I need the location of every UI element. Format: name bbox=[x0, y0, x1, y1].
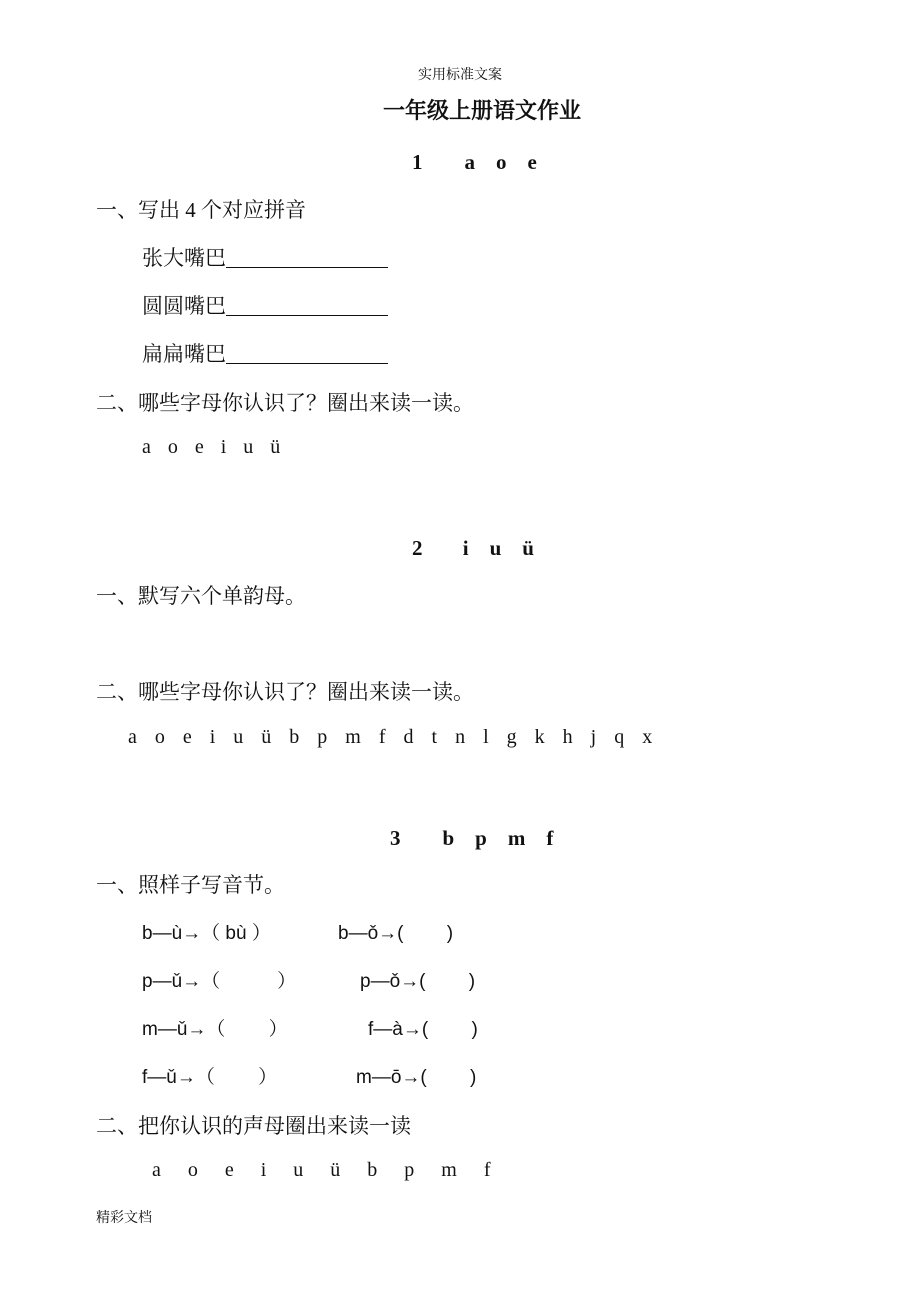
lesson3-heading: 3 b p m f bbox=[390, 826, 554, 850]
answer-line bbox=[226, 295, 388, 316]
lesson1-question1: 一、写出 4 个对应拼音 bbox=[96, 198, 306, 222]
lesson1-question2: 二、哪些字母你认识了？圈出来读一读。 bbox=[96, 391, 474, 415]
page-footer: 精彩文档 bbox=[96, 1211, 152, 1226]
lesson1-letters: a o e i u ü bbox=[142, 436, 281, 458]
syllable-exercise: m—ǔ→（ ） bbox=[142, 1019, 288, 1040]
page-header: 实用标准文案 bbox=[418, 68, 502, 83]
lesson1-heading: 1 a o e bbox=[412, 150, 537, 174]
blank-row-3 bbox=[142, 338, 388, 368]
answer-line bbox=[226, 343, 388, 364]
blank-label: 张大嘴巴 bbox=[142, 246, 226, 270]
syllable-exercise: f—à→( ) bbox=[368, 1019, 478, 1040]
blank-row-2 bbox=[142, 290, 388, 320]
syllable-exercise: m—ō→( ) bbox=[356, 1067, 477, 1088]
answer-line bbox=[226, 247, 388, 268]
syllable-exercise: f—ǔ→（ ） bbox=[142, 1067, 278, 1088]
lesson2-question1: 一、默写六个单韵母。 bbox=[96, 584, 306, 608]
blank-row-1 bbox=[142, 242, 388, 272]
blank-label: 圆圆嘴巴 bbox=[142, 294, 226, 318]
lesson2-question2: 二、哪些字母你认识了？圈出来读一读。 bbox=[96, 680, 474, 704]
syllable-exercise: p—ǒ→( ) bbox=[360, 971, 476, 992]
lesson3-question1: 一、照样子写音节。 bbox=[96, 873, 285, 897]
syllable-exercise: b—ǒ→( ) bbox=[338, 923, 454, 944]
syllable-example: b—ù→（ bù ） bbox=[142, 923, 271, 944]
syllable-exercise: p—ǔ→（ ） bbox=[142, 971, 297, 992]
page-title: 一年级上册语文作业 bbox=[382, 98, 581, 123]
lesson2-letters: a o e i u ü b p m f d t n l g k h j q x bbox=[128, 726, 653, 748]
blank-label: 扁扁嘴巴 bbox=[142, 342, 226, 366]
lesson3-question2: 二、把你认识的声母圈出来读一读 bbox=[96, 1114, 411, 1138]
lesson2-heading: 2 i u ü bbox=[412, 536, 534, 560]
lesson3-letters: a o e i u ü b p m f bbox=[152, 1159, 491, 1181]
